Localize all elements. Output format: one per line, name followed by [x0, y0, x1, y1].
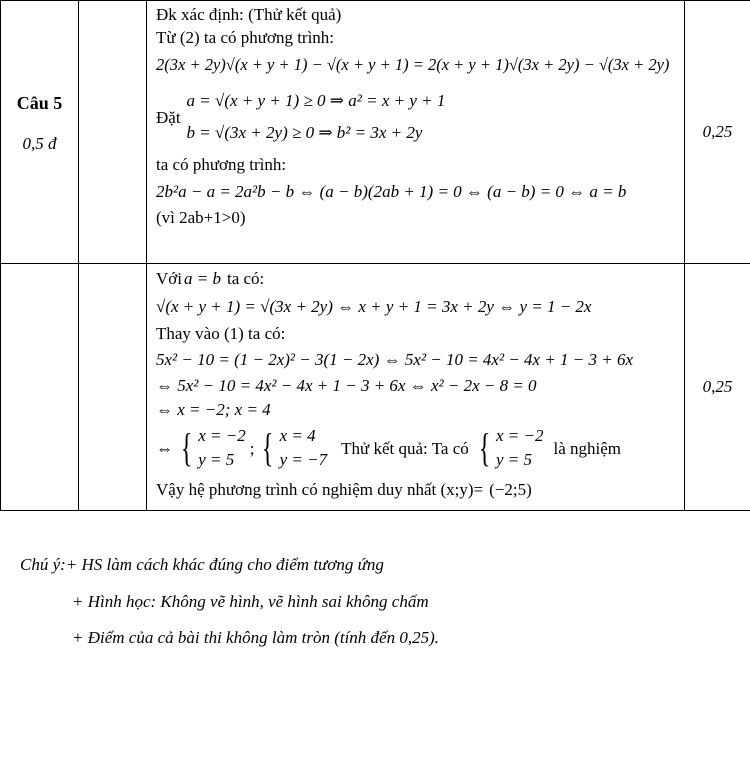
notes [20, 547, 439, 657]
system-1: { x = −2 y = 5 [180, 425, 246, 470]
empty-cell [79, 1, 147, 264]
system-1-row: y = 5 [198, 450, 235, 469]
system-2-row: x = 4 [279, 426, 316, 445]
equation-2: 2b²a − a = 2a²b − b ⇔ (a − b)(2ab + 1) = 0 ⇔ (a − b) = 0 ⇔ a = b [156, 181, 627, 201]
table-row [1, 1, 750, 264]
conclusion-value: (−2;5) [489, 479, 532, 499]
conclusion-text: Vậy hệ phương trình có nghiệm duy nhất (x;y)= [156, 479, 484, 499]
solution-cell [147, 1, 685, 264]
substitute-text: Thay vào (1) ta có: [156, 324, 286, 343]
empty-cell [1, 264, 79, 511]
substitution-b: b = √(3x + 2y) ≥ 0 ⇒ b² = 3x + 2y [186, 123, 423, 142]
separator: ; [249, 438, 255, 458]
domain-condition: Đk xác định: (Thử kết quả) [156, 5, 342, 24]
note-1: Chú ý:+ HS làm cách khác đúng cho điểm tương ứng [20, 555, 384, 574]
system-3-row: y = 5 [495, 450, 532, 469]
note-2: + Hình học: Không vẽ hình, vẽ hình sai không chấm [72, 591, 429, 611]
equiv-symbol: ⇔ [156, 438, 173, 458]
equation-1: 2(3x + 2y)√(x + y + 1) − √(x + y + 1) = 2(x + y + 1)√(3x + 2y) − √(3x + 2y) [156, 54, 670, 74]
we-have-text: ta có phương trình: [156, 155, 287, 174]
check-text: Thử kết quả: Ta có [341, 438, 469, 458]
note-3: + Điểm của cả bài thi không làm tròn (tính đến 0,25). [72, 628, 440, 647]
system-3: { x = −2 y = 5 [478, 425, 544, 470]
equation-4: 5x² − 10 = (1 − 2x)² − 3(1 − 2x) ⇔ 5x² − 10 = 4x² − 4x + 1 − 3 + 6x [156, 349, 634, 369]
from-eq2-text: Từ (2) ta có phương trình: [156, 28, 335, 47]
equation-3: √(x + y + 1) = √(3x + 2y) ⇔ x + y + 1 = 3x + 2y ⇔ y = 1 − 2x [156, 296, 592, 316]
is-solution-text: là nghiệm [553, 438, 621, 458]
system-1-row: x = −2 [198, 426, 246, 445]
question-points: 0,5 đ [22, 134, 57, 153]
score-cell-1: 0,25 [685, 1, 750, 264]
substitution-a: a = √(x + y + 1) ≥ 0 ⇒ a² = x + y + 1 [186, 91, 446, 110]
equation-6: ⇔ x = −2; x = 4 [156, 399, 271, 419]
system-2: { x = 4 y = −7 [262, 425, 328, 470]
question-cell [1, 1, 79, 264]
system-3-row: x = −2 [495, 426, 544, 445]
dat-label: Đặt [156, 107, 181, 127]
solution-cell [147, 264, 685, 511]
table-row [1, 264, 750, 511]
equation-5: ⇔ 5x² − 10 = 4x² − 4x + 1 − 3 + 6x ⇔ x² − 2x − 8 = 0 [156, 375, 537, 395]
a-equals-b: a = b [184, 269, 221, 288]
with-label: Với [156, 269, 182, 288]
score-cell-2: 0,25 [685, 264, 750, 511]
we-have-label: ta có: [226, 269, 265, 288]
system-2-row: y = −7 [279, 450, 328, 469]
empty-cell [79, 264, 147, 511]
question-label: Câu 5 [16, 93, 63, 113]
reason-text: (vì 2ab+1>0) [156, 208, 246, 227]
